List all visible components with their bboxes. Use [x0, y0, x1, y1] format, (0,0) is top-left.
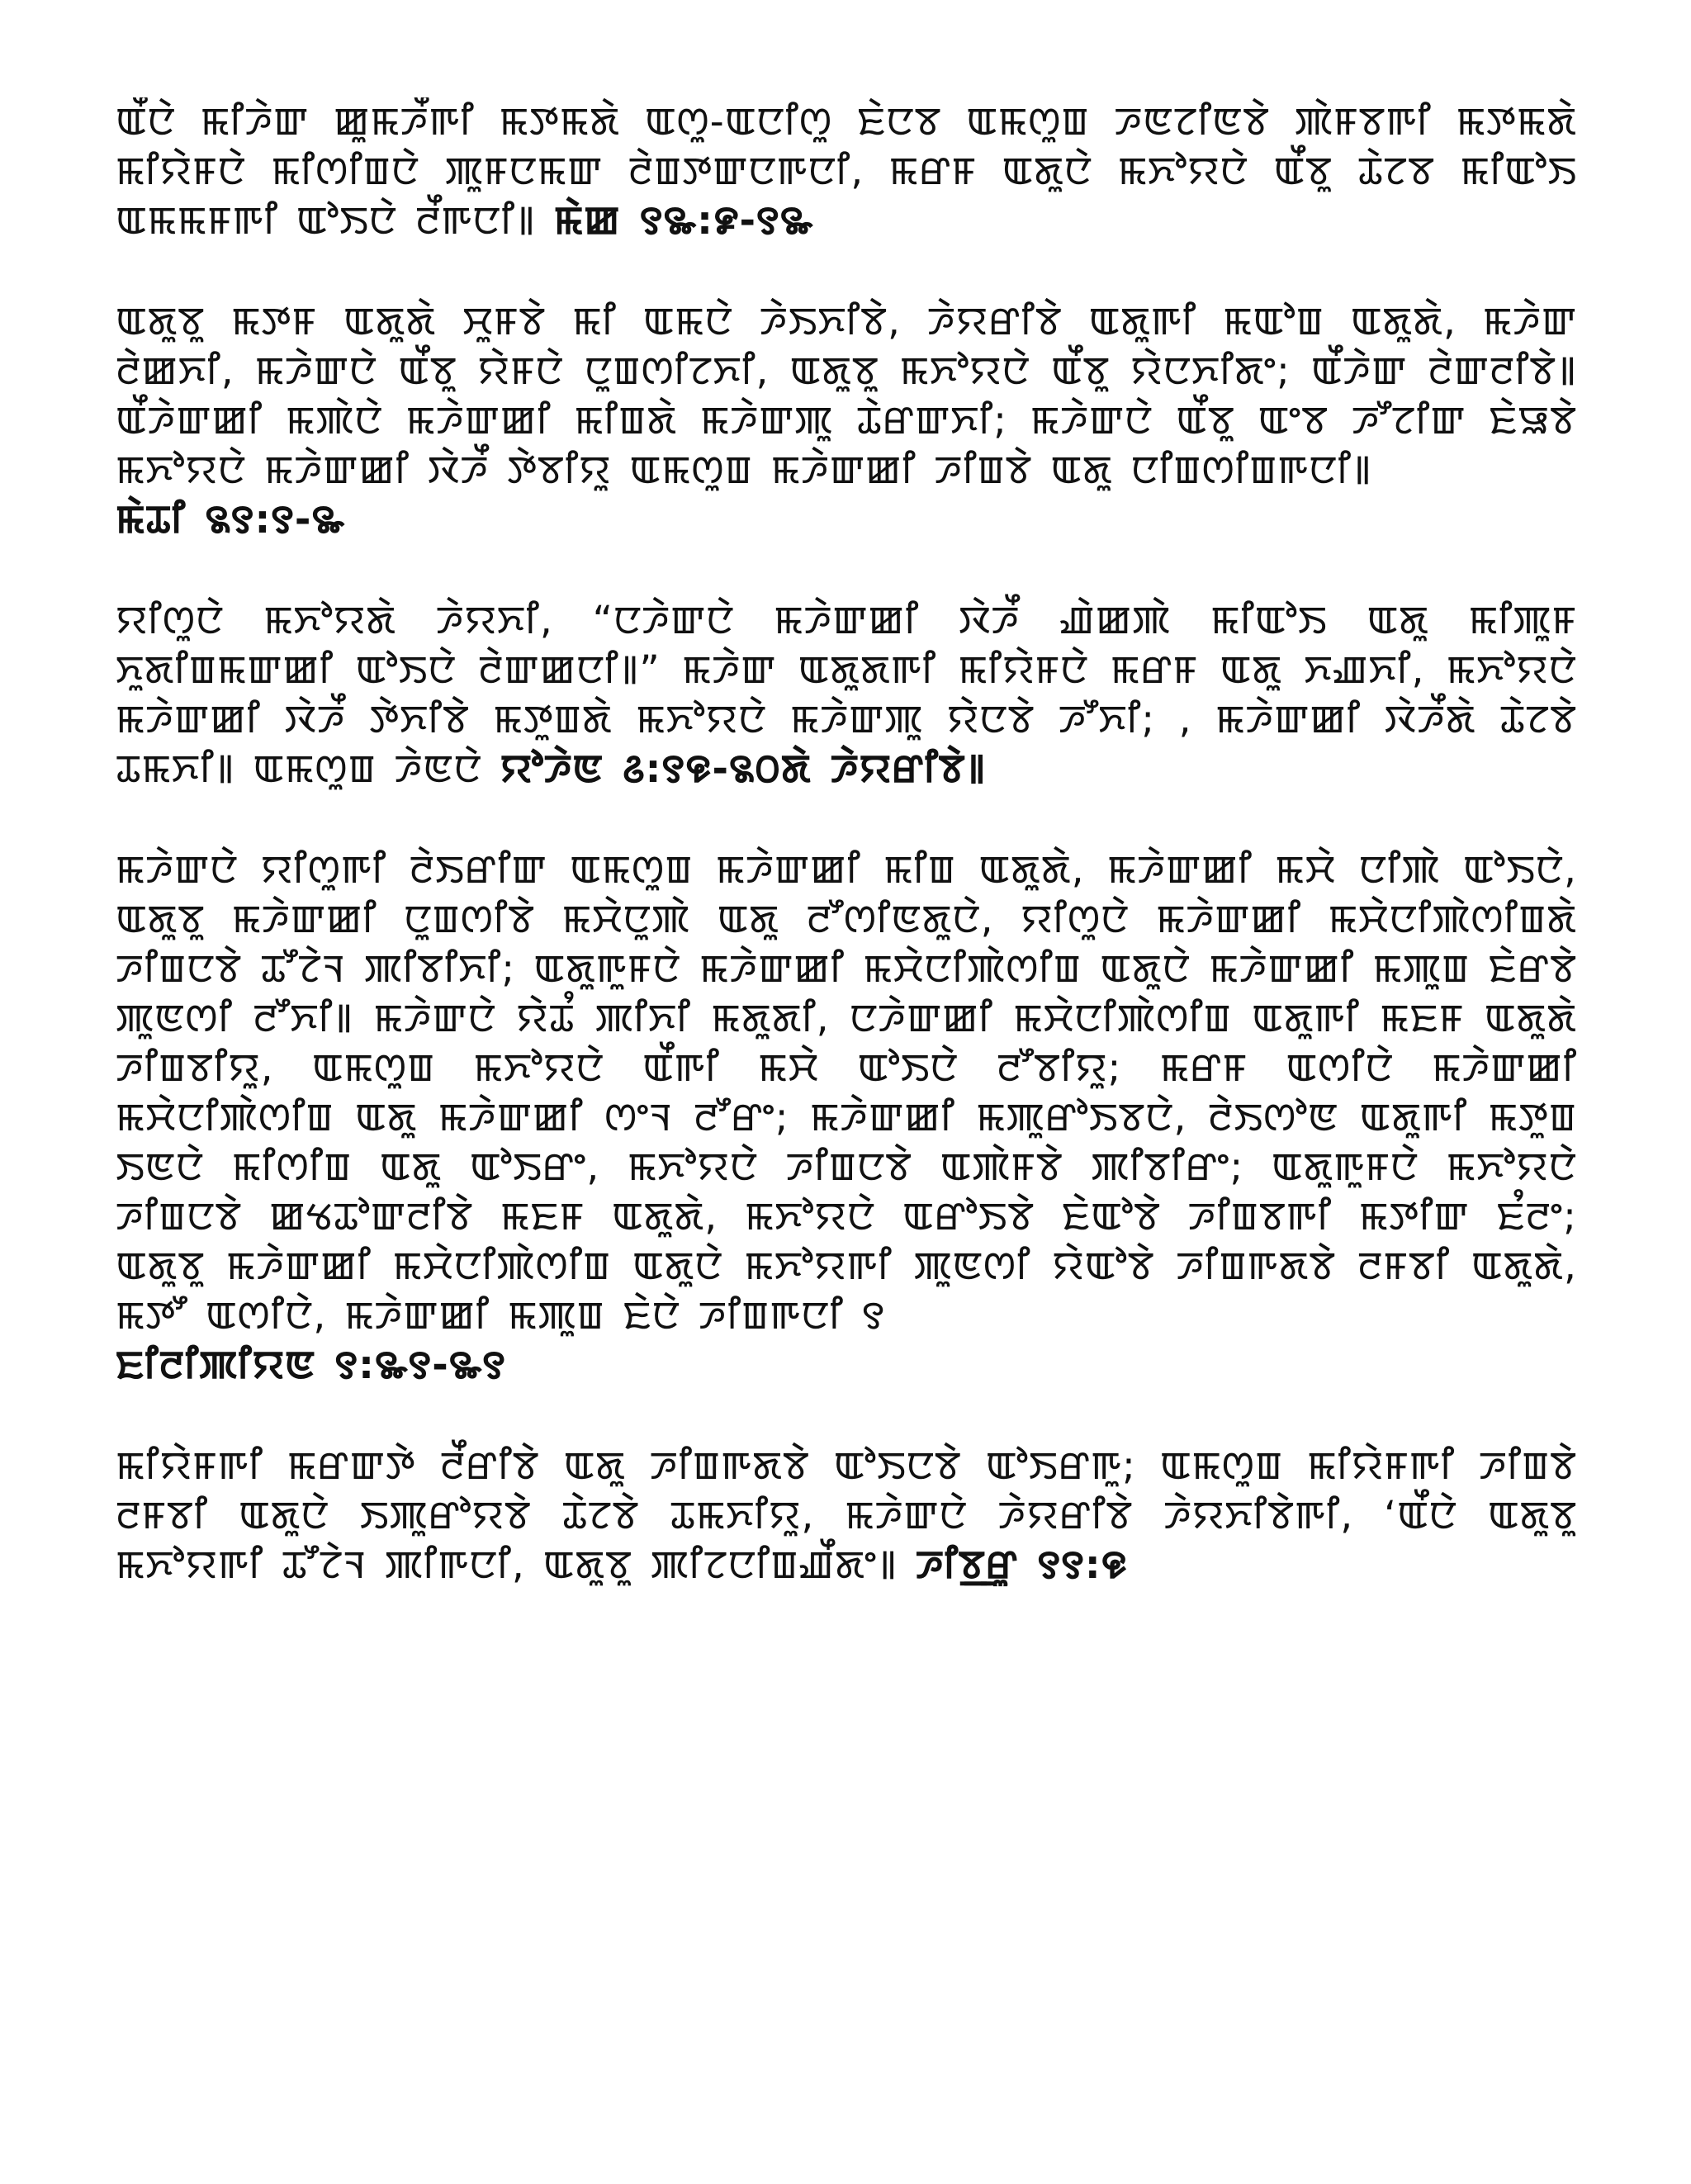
paragraph-4: [116, 846, 1577, 1390]
paragraph-3-reference: ꯌꯣꯍꯥꯟ ꯴:꯱꯶-꯲꯰ꯗꯥ ꯍꯥꯌꯔꯤꯕꯥ꯫: [500, 746, 987, 792]
paragraph-5: [116, 1442, 1577, 1590]
paragraph-1-text: ꯑꯩꯅꯥ ꯃꯤꯍꯥꯛ ꯀꯨꯃꯍꯩꯒꯤ ꯃꯇꯃꯗꯥ ꯑꯁꯨ-ꯑꯅꯤꯁꯨ ꯐꯥꯅꯕ ꯑꯃꯁꯨꯡ ꯍꯟꯖꯤꯟꯕꯥ ꯄꯥꯝꯕꯒꯤ ꯃꯇꯃꯗꯥ ꯃꯤꯌꯥꯝꯅꯥ ꯃꯤꯁꯤꯡꯅꯥ ꯄꯨꯝꯅꯃꯛ ꯂꯥꯡꯇꯛꯅꯒꯅꯤ, ꯃꯔꯝ ꯑꯗꯨꯅꯥ ꯃꯈꯣꯌꯅꯥ ꯑꯩꯕꯨ ꯊꯥꯖꯕ ꯃꯤꯑꯣꯏ ꯑꯃꯃꯝꯒꯤ ꯑꯣꯏꯅꯥ ꯂꯩꯒꯅꯤ꯫: [116, 99, 1577, 244]
paragraph-2-text: ꯑꯗꯨꯕꯨ ꯃꯇꯝ ꯑꯗꯨꯗꯥ ꯆꯨꯝꯕꯥ ꯃꯤ ꯑꯃꯅꯥ ꯍꯥꯏꯈꯤꯕꯥ, ꯍꯥꯌꯔꯤꯕꯥ ꯑꯗꯨꯒꯤ ꯃꯑꯣꯡ ꯑꯗꯨꯗꯥ, ꯃꯍꯥꯛ ꯂꯥꯀꯈꯤ, ꯃꯍꯥꯛꯅꯥ ꯑꯩꯕꯨ ꯌꯥꯝꯅꯥ ꯅꯨꯡꯁꯤꯖꯈꯤ, ꯑꯗꯨꯕꯨ ꯃꯈꯣꯌꯅꯥ ꯑꯩꯕꯨ ꯌꯥꯅꯈꯤꯗꯦ; ꯑꯩꯍꯥꯛ ꯂꯥꯛꯂꯤꯕꯥ꯫ ꯑꯩꯍꯥꯛꯀꯤ ꯃꯄꯥꯅꯥ ꯃꯍꯥꯛꯀꯤ ꯃꯤꯡꯗꯥ ꯃꯍꯥꯛꯄꯨ ꯊꯥꯔꯛꯈꯤ; ꯃꯍꯥꯛꯅꯥ ꯑꯩꯕꯨ ꯑꯦꯕ ꯍꯧꯖꯤꯛ ꯐꯥꯎꯕꯥ ꯃꯈꯣꯌꯅꯥ ꯃꯍꯥꯛꯀꯤ ꯋꯥꯍꯩ ꯇꯥꯕꯤꯌꯨ ꯑꯃꯁꯨꯡ ꯃꯍꯥꯛꯀꯤ ꯍꯤꯡꯕꯥ ꯑꯗꯨ ꯅꯤꯡꯁꯤꯡꯒꯅꯤ꯫: [116, 299, 1577, 493]
paragraph-3-text: ꯌꯤꯁꯨꯅꯥ ꯃꯈꯣꯌꯗꯥ ꯍꯥꯌꯈꯤ, “ꯅꯍꯥꯛꯅꯥ ꯃꯍꯥꯛꯀꯤ ꯋꯥꯍꯩ ꯉꯥꯀꯄꯥ ꯃꯤꯑꯣꯏ ꯑꯗꯨ ꯃꯤꯄꯨꯝ ꯈꯨꯗꯤꯡꯃꯛꯀꯤ ꯑꯣꯏꯅꯥ ꯂꯥꯛꯀꯅꯤ꯫” ꯃꯍꯥꯛ ꯑꯗꯨꯗꯒꯤ ꯃꯤꯌꯥꯝꯅꯥ ꯃꯔꯝ ꯑꯗꯨ ꯈꯉꯈꯤ, ꯃꯈꯣꯌꯅꯥ ꯃꯍꯥꯛꯀꯤ ꯋꯥꯍꯩ ꯇꯥꯈꯤꯕꯥ ꯃꯇꯨꯡꯗꯥ ꯃꯈꯣꯌꯅꯥ ꯃꯍꯥꯛꯄꯨ ꯌꯥꯅꯕꯥ ꯍꯧꯈꯤ; , ꯃꯍꯥꯛꯀꯤ ꯋꯥꯍꯩꯗꯥ ꯊꯥꯖꯕꯥ ꯊꯃꯈꯤ꯫ ꯑꯃꯁꯨꯡ ꯍꯥꯟꯅꯥ: [116, 598, 1577, 792]
paragraph-1-reference: ꯃꯥꯀ ꯱꯳:꯹-꯱꯳: [553, 198, 814, 244]
paragraph-4-text: ꯃꯍꯥꯛꯅꯥ ꯌꯤꯁꯨꯒꯤ ꯂꯥꯏꯔꯤꯛ ꯑꯃꯁꯨꯡ ꯃꯍꯥꯛꯀꯤ ꯃꯤꯡ ꯑꯗꯨꯗꯥ, ꯃꯍꯥꯛꯀꯤ ꯃꯆꯥ ꯅꯤꯄꯥ ꯑꯣꯏꯅꯥ, ꯑꯗꯨꯕꯨ ꯃꯍꯥꯛꯀꯤ ꯅꯨꯡꯁꯤꯕꯥ ꯃꯆꯥꯅꯨꯄꯥ ꯑꯗꯨ ꯂꯧꯁꯤꯟꯗꯨꯅꯥ, ꯌꯤꯁꯨꯅꯥ ꯃꯍꯥꯛꯀꯤ ꯃꯆꯥꯅꯤꯄꯥꯁꯤꯡꯗꯥ ꯍꯤꯡꯅꯕꯥ ꯊꯧꯖꯥꯜ ꯄꯤꯕꯤꯈꯤ; ꯑꯗꯨꯒꯨꯝꯅꯥ ꯃꯍꯥꯛꯀꯤ ꯃꯆꯥꯅꯤꯄꯥꯁꯤꯡ ꯑꯗꯨꯅꯥ ꯃꯍꯥꯛꯀꯤ ꯃꯄꯨꯡ ꯐꯥꯔꯕꯥ ꯄꯨꯟꯁꯤ ꯂꯧꯈꯤ꯫ ꯃꯍꯥꯛꯅꯥ ꯌꯥꯊꯪ ꯄꯤꯈꯤ ꯃꯗꯨꯗꯤ, ꯅꯍꯥꯛꯀꯤ ꯃꯆꯥꯅꯤꯄꯥꯁꯤꯡ ꯑꯗꯨꯒꯤ ꯃꯐꯝ ꯑꯗꯨꯗꯥ ꯍꯤꯡꯕꯤꯌꯨ, ꯑꯃꯁꯨꯡ ꯃꯈꯣꯌꯅꯥ ꯑꯩꯒꯤ ꯃꯆꯥ ꯑꯣꯏꯅꯥ ꯂꯧꯕꯤꯌꯨ; ꯃꯔꯝ ꯑꯁꯤꯅꯥ ꯃꯍꯥꯛꯀꯤ ꯃꯆꯥꯅꯤꯄꯥꯁꯤꯡ ꯑꯗꯨ ꯃꯍꯥꯛꯀꯤ ꯁꯦꯜ ꯂꯧꯔꯦ; ꯃꯍꯥꯛꯀꯤ ꯃꯄꯨꯔꯣꯏꯕꯅꯥ, ꯂꯥꯏꯁꯣꯟ ꯑꯗꯨꯒꯤ ꯃꯇꯨꯡ ꯏꯟꯅꯥ ꯃꯤꯁꯤꯡ ꯑꯗꯨ ꯑꯣꯏꯔꯦ, ꯃꯈꯣꯌꯅꯥ ꯍꯤꯡꯅꯕꯥ ꯑꯄꯥꯝꯕꯥ ꯄꯤꯕꯤꯔꯦ; ꯑꯗꯨꯒꯨꯝꯅꯥ ꯃꯈꯣꯌꯅꯥ ꯍꯤꯡꯅꯕꯥ ꯀꯠꯊꯣꯛꯂꯤꯕꯥ ꯃꯐꯝ ꯑꯗꯨꯗꯥ, ꯃꯈꯣꯌꯅꯥ ꯑꯔꯣꯏꯕꯥ ꯐꯥꯑꯣꯕꯥ ꯍꯤꯡꯕꯒꯤ ꯃꯇꯤꯛ ꯐꯪꯂꯦ; ꯑꯗꯨꯕꯨ ꯃꯍꯥꯛꯀꯤ ꯃꯆꯥꯅꯤꯄꯥꯁꯤꯡ ꯑꯗꯨꯅꯥ ꯃꯈꯣꯌꯒꯤ ꯄꯨꯟꯁꯤ ꯌꯥꯑꯣꯕꯥ ꯍꯤꯡꯒꯗꯕꯥ ꯂꯝꯕꯤ ꯑꯗꯨꯗꯥ, ꯃꯇꯧ ꯑꯁꯤꯅꯥ, ꯃꯍꯥꯛꯀꯤ ꯃꯄꯨꯡ ꯐꯥꯅꯥ ꯍꯤꯡꯒꯅꯤ ꯱: [116, 847, 1577, 1338]
paragraph-3: [116, 596, 1577, 794]
paragraph-2-reference: ꯃꯥꯊꯤ ꯲꯱:꯱-꯳: [116, 497, 346, 542]
paragraph-2: [116, 297, 1577, 545]
paragraph-5-reference: ꯍꯤꯕ꯭ꯔꯨ ꯱꯱:꯶: [915, 1542, 1128, 1588]
paragraph-1: [116, 97, 1577, 246]
document-page: [116, 97, 1577, 2129]
paragraph-4-reference: ꯐꯤꯂꯤꯄꯤꯌꯟ ꯱:꯳꯱-꯳꯱: [116, 1343, 506, 1388]
paragraph-5-text: ꯃꯤꯌꯥꯝꯒꯤ ꯃꯔꯛꯇꯥ ꯂꯩꯔꯤꯕꯥ ꯑꯗꯨ ꯍꯤꯡꯒꯗꯕꯥ ꯑꯣꯏꯅꯕꯥ ꯑꯣꯏꯔꯒꯨ; ꯑꯃꯁꯨꯡ ꯃꯤꯌꯥꯝꯒꯤ ꯍꯤꯡꯕꯥ ꯂꯝꯕꯤ ꯑꯗꯨꯅꯥ ꯏꯄꯨꯔꯣꯌꯕꯥ ꯊꯥꯖꯕꯥ ꯊꯃꯈꯤꯌꯨ, ꯃꯍꯥꯛꯅꯥ ꯍꯥꯌꯔꯤꯕꯥ ꯍꯥꯌꯈꯤꯕꯥꯒꯤ, ‘ꯑꯩꯅꯥ ꯑꯗꯨꯕꯨ ꯃꯈꯣꯌꯒꯤ ꯊꯧꯖꯥꯜ ꯄꯤꯒꯅꯤ, ꯑꯗꯨꯕꯨ ꯄꯤꯖꯅꯤꯡꯉꯩꯗꯦ꯫: [116, 1443, 1577, 1588]
